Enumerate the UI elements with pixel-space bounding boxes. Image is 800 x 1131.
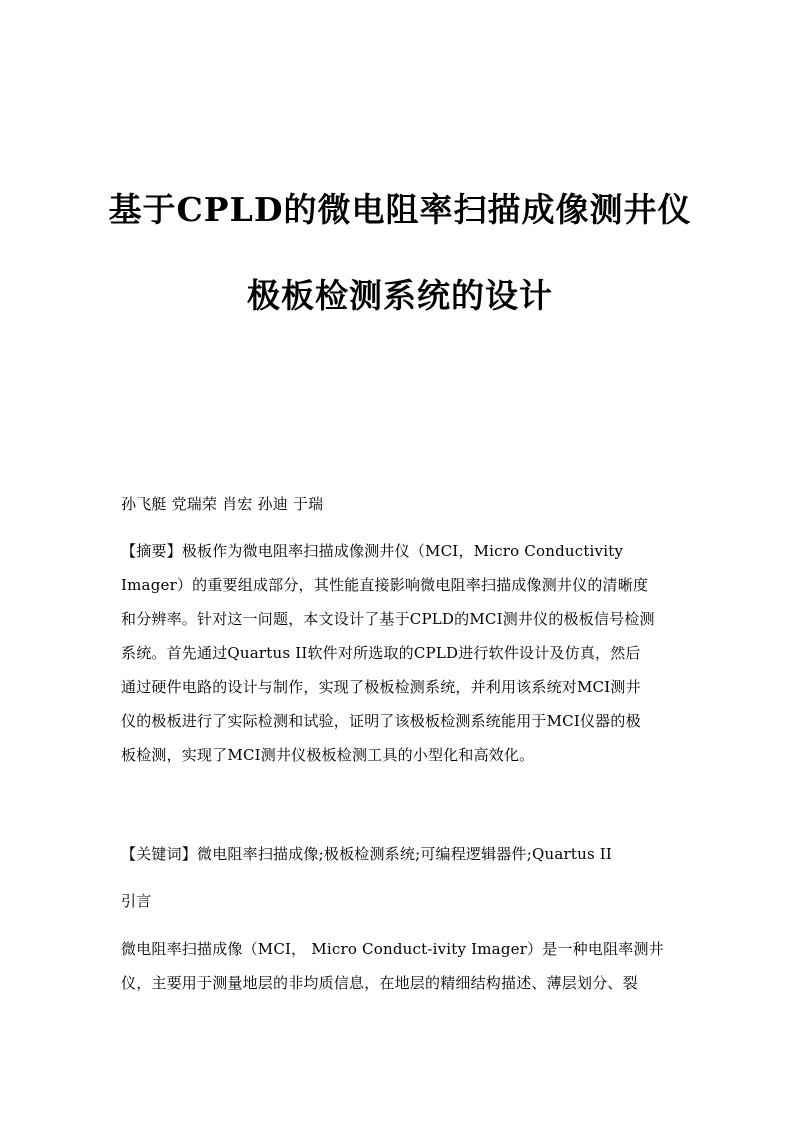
title-line-2: 极板检测系统的设计	[247, 276, 553, 315]
intro-line: 仪，主要用于测量地层的非均质信息，在地层的精细结构描述、薄层划分、裂	[121, 974, 638, 992]
abstract-line-text: 极板作为微电阻率扫描成像测井仪（MCI，Micro Conductivity	[181, 542, 624, 560]
abstract-line: Imager）的重要组成部分，其性能直接影响微电阻率扫描成像测井仪的清晰度	[121, 576, 649, 594]
section-heading-introduction: 引言	[121, 892, 152, 910]
abstract-line: 仪的极板进行了实际检测和试验，证明了该极板检测系统能用于MCI仪器的极	[121, 712, 641, 730]
abstract-label: 【摘要】	[121, 542, 182, 560]
keywords-text: 微电阻率扫描成像;极板检测系统;可编程逻辑器件;Quartus II	[197, 845, 613, 863]
keywords	[121, 844, 691, 864]
author-list: 孙飞艇 党瑞荣 肖宏 孙迪 于瑞	[121, 495, 324, 513]
keywords-label: 【关键词】	[121, 845, 198, 863]
abstract-line	[121, 541, 691, 575]
abstract-line: 板检测，实现了MCI测井仪极板检测工具的小型化和高效化。	[121, 746, 535, 764]
abstract-line: 系统。首先通过Quartus II软件对所选取的CPLD进行软件设计及仿真，然后	[121, 644, 641, 662]
title-line-1: 基于CPLD的微电阻率扫描成像测井仪	[108, 190, 692, 229]
abstract-line: 和分辨率。针对这一问题，本文设计了基于CPLD的MCI测井仪的极板信号检测	[121, 610, 655, 628]
intro-line: 微电阻率扫描成像（MCI， Micro Conduct-ivity Imager）是一种电阻率测井	[121, 940, 664, 958]
introduction-paragraph	[121, 939, 691, 1007]
abstract-line: 通过硬件电路的设计与制作，实现了极板检测系统，并利用该系统对MCI测井	[121, 678, 641, 696]
abstract	[121, 541, 691, 779]
